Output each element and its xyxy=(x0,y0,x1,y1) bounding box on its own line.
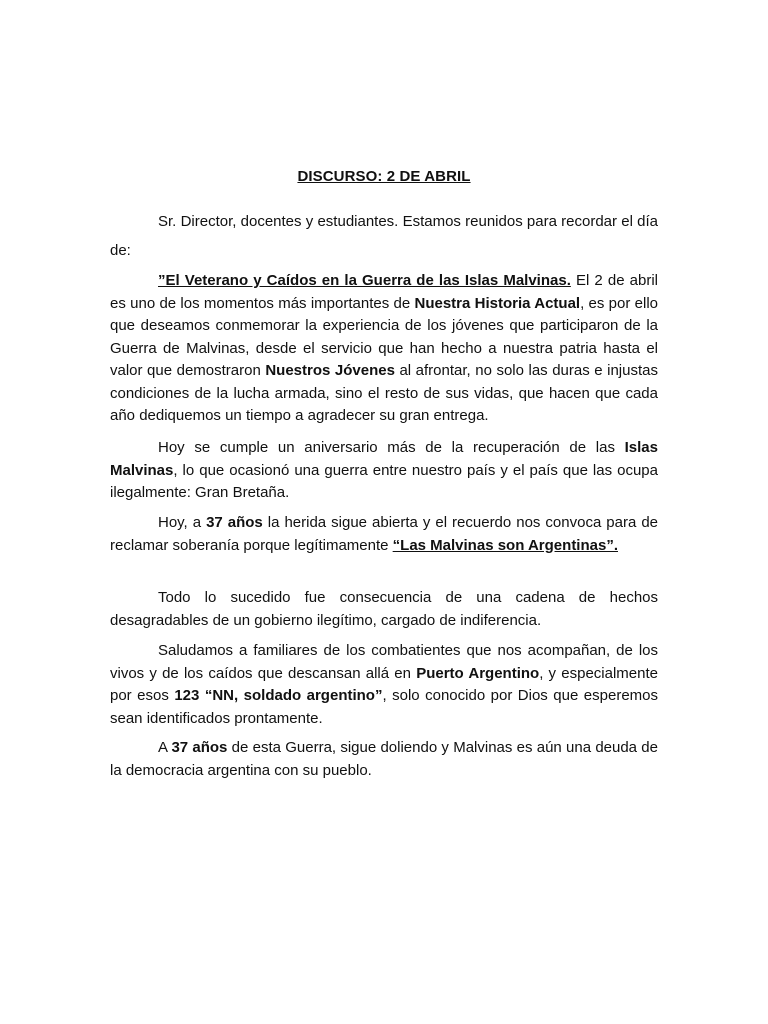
emphasis-sovereignty: “Las Malvinas son Argentinas”. xyxy=(392,536,618,554)
emphasis-youth: Nuestros Jóvenes xyxy=(265,362,395,379)
paragraph-text: Todo lo sucedido fue consecuencia de una cadena de hechos desagradables de un gobierno ilegítimo, cargado de indiferencia. xyxy=(110,589,658,629)
paragraph-text: , solo conocido por Dios que esperemos sean identificados prontamente. xyxy=(110,687,658,727)
paragraph-text: Hoy se cumple un aniversario más de la recuperación de las xyxy=(158,439,625,456)
paragraph-text: Hoy, a xyxy=(158,514,207,531)
emphasis-islands: Islas Malvinas xyxy=(110,439,658,479)
emphasis-years: 37 años xyxy=(206,514,263,531)
paragraph-text: la herida sigue abierta y el recuerdo nos convoca para de reclamar soberanía porque legítimamente xyxy=(110,514,659,554)
paragraph-veterans xyxy=(110,270,658,428)
paragraph-closing xyxy=(110,737,658,782)
paragraph-text: , y especialmente por esos xyxy=(110,664,658,704)
paragraph-text: de esta Guerra, sigue doliendo y Malvinas es aún una deuda de la democracia argentina con su pueblo. xyxy=(110,739,658,779)
paragraph-text: , lo que ocasionó una guerra entre nuestro país y el país que las ocupa ilegalmente: Gran Bretaña. xyxy=(110,461,658,501)
emphasis-history: Nuestra Historia Actual xyxy=(414,294,581,312)
paragraph-text: Saludamos a familiares de los combatientes que nos acompañan, de los vivos y de los caídos que descansan allá en xyxy=(110,642,658,682)
paragraph-text: , es por ello que deseamos conmemorar la experiencia de los jóvenes que participaron de la Guerra de Malvinas, desde el servicio que han hecho a nuestra patria hasta el valor que demostraron xyxy=(110,294,658,379)
paragraph-text: El 2 de abril es uno de los momentos más importantes de xyxy=(110,272,658,312)
emphasis-nn-soldiers: 123 “NN, soldado argentino” xyxy=(174,687,383,704)
veterans-day-name: ”El Veterano y Caídos en la Guerra de las Islas Malvinas. xyxy=(158,272,571,289)
paragraph-greeting xyxy=(110,207,658,265)
document-title: DISCURSO: 2 DE ABRIL xyxy=(297,168,471,185)
paragraph-text: A xyxy=(158,739,172,756)
emphasis-puerto-argentino: Puerto Argentino xyxy=(416,664,540,682)
paragraph-consequence xyxy=(110,587,658,632)
paragraph-anniversary xyxy=(110,437,658,505)
paragraph-wound xyxy=(110,512,658,557)
paragraph-text: al afrontar, no solo las duras e injustas condiciones de la lucha armada, sino el resto de sus vidas, que hacen que cada año dediquemos un tiempo a agradecer su gran entrega. xyxy=(110,362,658,424)
paragraph-greetings-families xyxy=(110,640,658,730)
greeting-text: Sr. Director, docentes y estudiantes. Estamos reunidos para recordar el día de: xyxy=(110,213,658,259)
emphasis-years: 37 años xyxy=(171,739,228,756)
